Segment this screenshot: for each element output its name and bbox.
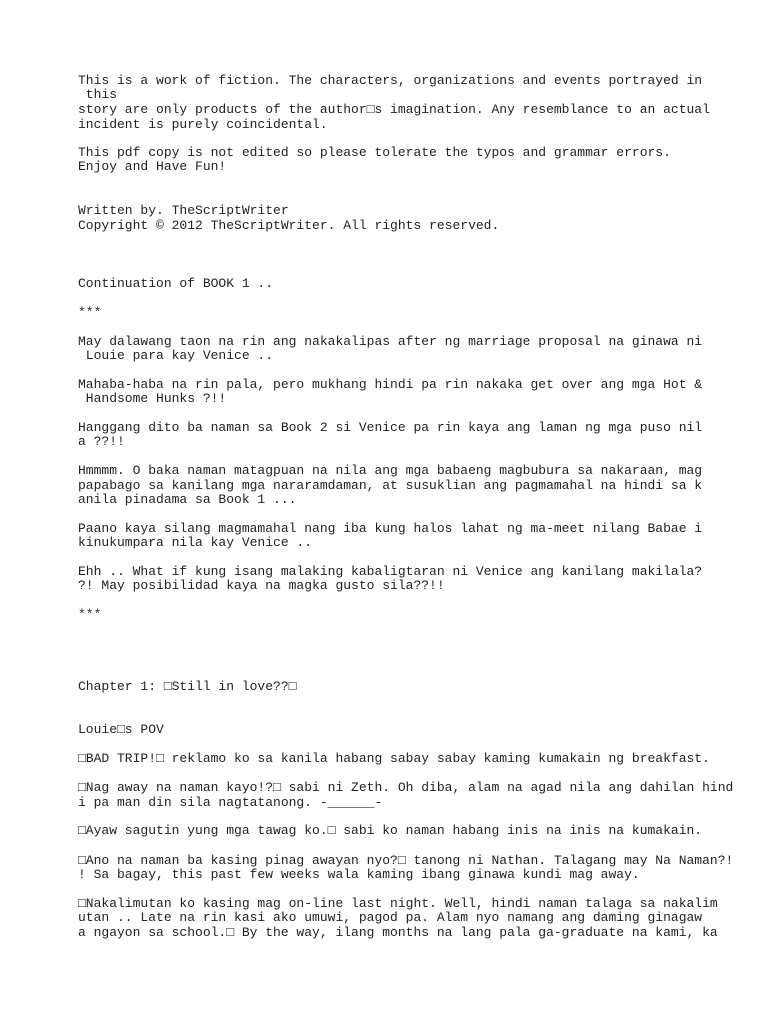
separator: ***: [78, 305, 102, 320]
text-line: ?! May posibilidad kaya na magka gusto sila??!!: [78, 578, 445, 593]
text-line: Ehh .. What if kung isang malaking kabaligtaran ni Venice ang kanilang makilala?: [78, 564, 703, 579]
text-line: Hanggang dito ba naman sa Book 2 si Venice pa rin kaya ang laman ng mga puso nil: [78, 420, 703, 435]
section-heading: Continuation of BOOK 1 ..: [78, 276, 274, 291]
text-line: papabago sa kanilang mga nararamdaman, at susuklian ang pagmamahal na hindi sa k: [78, 478, 703, 493]
text-line: story are only products of the author□s imagination. Any resemblance to an actual: [78, 102, 710, 117]
text-line: kinukumpara nila kay Venice ..: [78, 535, 313, 550]
text-line: anila pinadama sa Book 1 ...: [78, 492, 297, 507]
text-line: Copyright © 2012 TheScriptWriter. All rights reserved.: [78, 218, 500, 233]
text-line: a ??!!: [78, 434, 125, 449]
text-line: Mahaba-haba na rin pala, pero mukhang hindi pa rin nakaka get over ang mga Hot &: [78, 377, 703, 392]
text-line: This pdf copy is not edited so please tolerate the typos and grammar errors.: [78, 145, 671, 160]
text-line: Louie para kay Venice ..: [78, 348, 274, 363]
text-line: □Nag away na naman kayo!?□ sabi ni Zeth. Oh diba, alam na agad nila ang dahilan hind: [78, 780, 734, 795]
text-line: □Nakalimutan ko kasing mag on-line last night. Well, hindi naman talaga sa nakalim: [78, 896, 718, 911]
text-line: Hmmmm. O baka naman matagpuan na nila ang mga babaeng magbubura sa nakaraan, mag: [78, 463, 703, 478]
chapter-title: Chapter 1: □Still in love??□: [78, 679, 297, 694]
text-line: □Ayaw sagutin yung mga tawag ko.□ sabi ko naman habang inis na inis na kumakain.: [78, 823, 703, 838]
text-line: this: [78, 87, 118, 102]
text-line: i pa man din sila nagtatanong. -______-: [78, 795, 383, 810]
text-line: Written by. TheScriptWriter: [78, 203, 289, 218]
text-line: Handsome Hunks ?!!: [78, 391, 227, 406]
text-line: incident is purely coincidental.: [78, 117, 328, 132]
text-line: This is a work of fiction. The characters, organizations and events portrayed in: [78, 73, 703, 88]
text-line: □Ano na naman ba kasing pinag awayan nyo?□ tanong ni Nathan. Talagang may Na Naman?!: [78, 853, 734, 868]
text-line: □BAD TRIP!□ reklamo ko sa kanila habang sabay sabay kaming kumakain ng breakfast.: [78, 751, 710, 766]
text-line: ! Sa bagay, this past few weeks wala kaming ibang ginawa kundi mag away.: [78, 867, 640, 882]
text-line: Paano kaya silang magmamahal nang iba kung halos lahat ng ma-meet nilang Babae i: [78, 521, 703, 536]
separator: ***: [78, 607, 102, 622]
text-line: Enjoy and Have Fun!: [78, 159, 227, 174]
text-line: May dalawang taon na rin ang nakakalipas after ng marriage proposal na ginawa ni: [78, 334, 703, 349]
pov-heading: Louie□s POV: [78, 722, 164, 737]
text-line: a ngayon sa school.□ By the way, ilang months na lang pala ga-graduate na kami, ka: [78, 925, 718, 940]
text-line: utan .. Late na rin kasi ako umuwi, pagod pa. Alam nyo namang ang daming ginagaw: [78, 910, 703, 925]
